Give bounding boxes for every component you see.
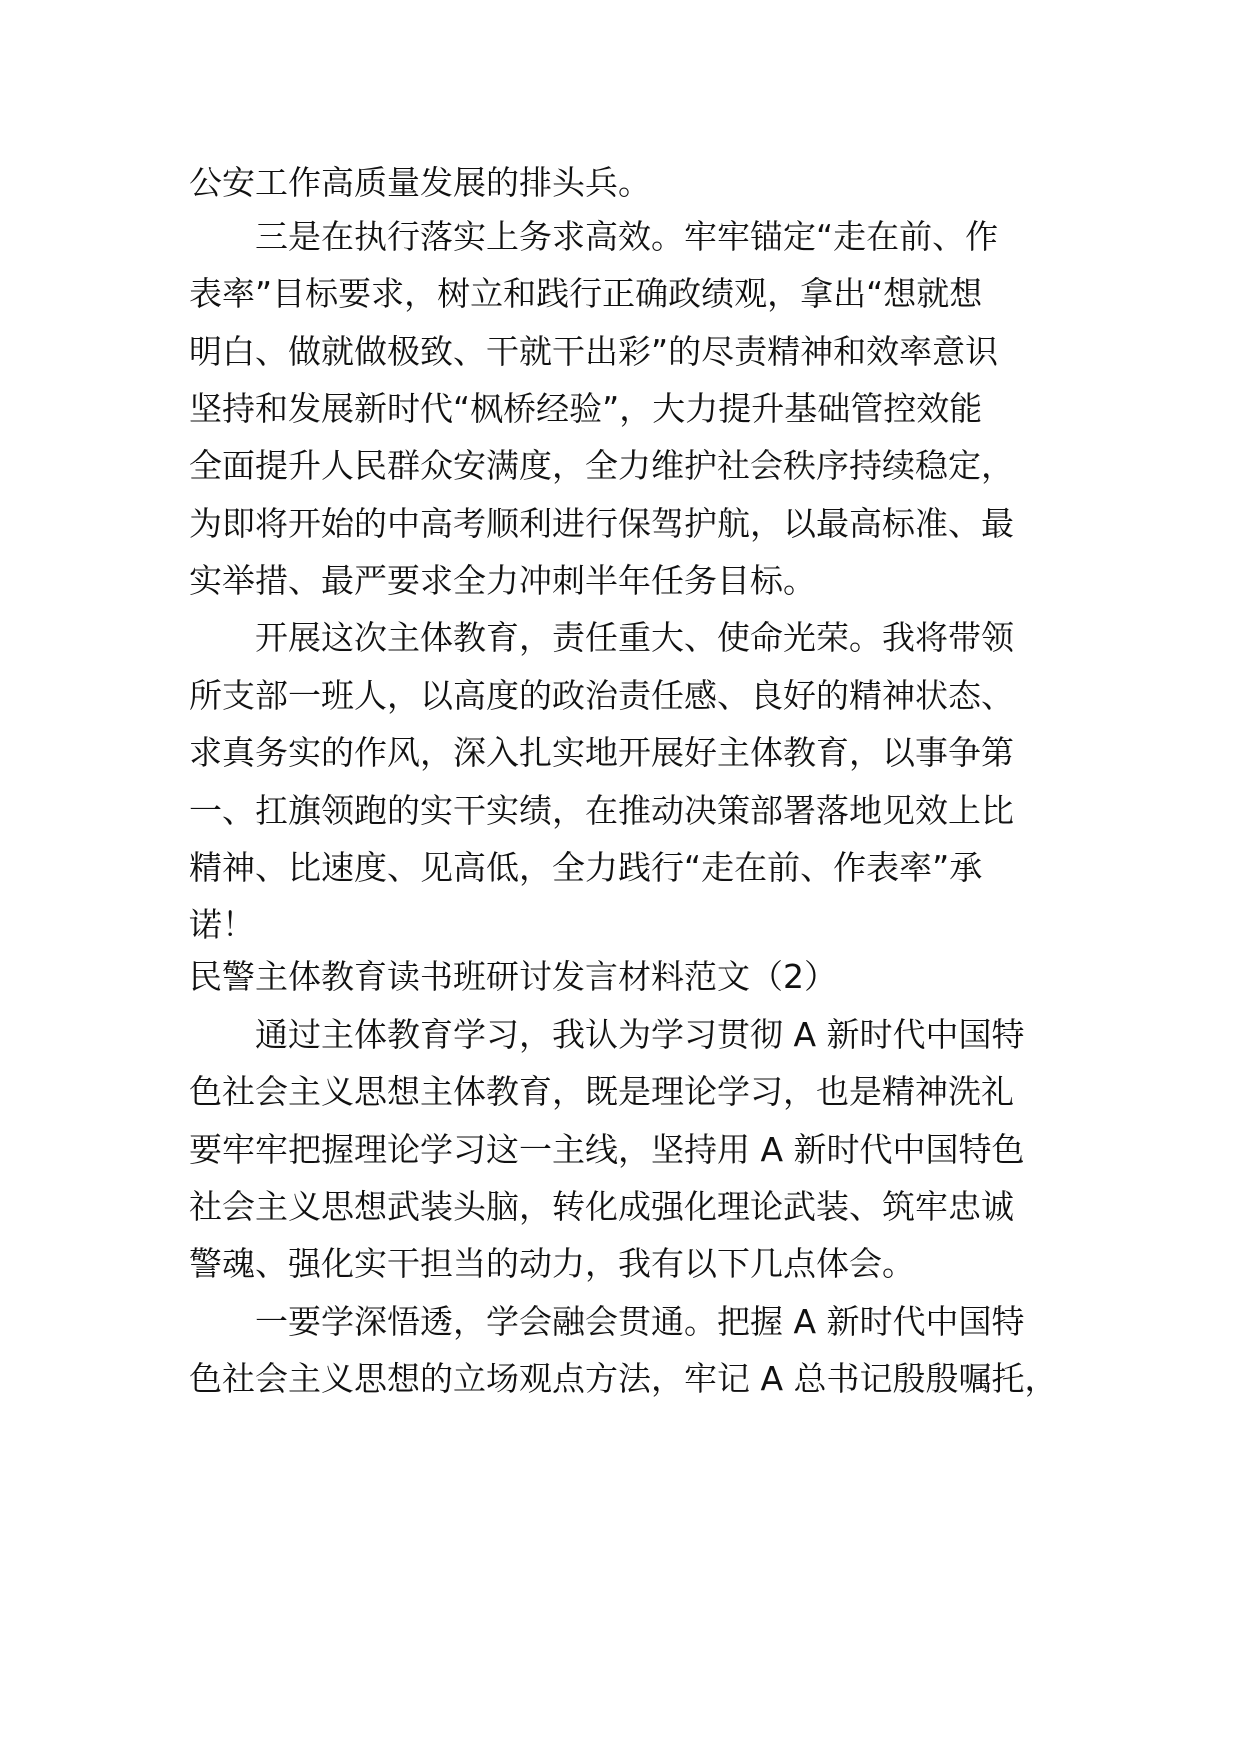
paragraph-line: 色社会主义思想主体教育，既是理论学习，也是精神洗礼 bbox=[189, 1072, 1014, 1111]
paragraph-line: 社会主义思想武装头脑，转化成强化理论武装、筑牢忠诚 bbox=[189, 1187, 1014, 1226]
paragraph-line: 明白、做就做极致、干就干出彩”的尽责精神和效率意识 bbox=[189, 332, 999, 371]
paragraph-line: 表率”目标要求，树立和践行正确政绩观，拿出“想就想 bbox=[189, 274, 983, 313]
paragraph-line: 一、扛旗领跑的实干实绩，在推动决策部署落地见效上比 bbox=[189, 791, 1014, 830]
paragraph-line: 诺！ bbox=[189, 905, 255, 944]
paragraph-line: 公安工作高质量发展的排头兵。 bbox=[189, 163, 651, 202]
paragraph-line: 三是在执行落实上务求高效。牢牢锚定“走在前、作 bbox=[189, 217, 999, 256]
paragraph-line: 警魂、强化实干担当的动力，我有以下几点体会。 bbox=[189, 1244, 915, 1283]
paragraph-line: 为即将开始的中高考顺利进行保驾护航，以最高标准、最 bbox=[189, 504, 1014, 543]
paragraph-line: 一要学深悟透，学会融会贯通。把握 A 新时代中国特 bbox=[189, 1302, 1025, 1341]
paragraph-line: 要牢牢把握理论学习这一主线，坚持用 A 新时代中国特色 bbox=[189, 1130, 1025, 1169]
paragraph-line: 所支部一班人，以高度的政治责任感、良好的精神状态、 bbox=[189, 676, 1014, 715]
paragraph-line: 精神、比速度、见高低，全力践行“走在前、作表率”承 bbox=[189, 848, 983, 887]
paragraph-line: 坚持和发展新时代“枫桥经验”，大力提升基础管控效能 bbox=[189, 389, 983, 428]
paragraph-line: 色社会主义思想的立场观点方法，牢记 A 总书记殷殷嘱托， bbox=[189, 1359, 1058, 1398]
paragraph-line: 全面提升人民群众安满度，全力维护社会秩序持续稳定， bbox=[189, 446, 1014, 485]
paragraph-line: 通过主体教育学习，我认为学习贯彻 A 新时代中国特 bbox=[189, 1015, 1025, 1054]
paragraph-line: 求真务实的作风，深入扎实地开展好主体教育，以事争第 bbox=[189, 733, 1014, 772]
paragraph-line: 实举措、最严要求全力冲刺半年任务目标。 bbox=[189, 561, 816, 600]
section-heading: 民警主体教育读书班研讨发言材料范文（2） bbox=[189, 957, 837, 996]
paragraph-line: 开展这次主体教育，责任重大、使命光荣。我将带领 bbox=[189, 618, 1014, 657]
